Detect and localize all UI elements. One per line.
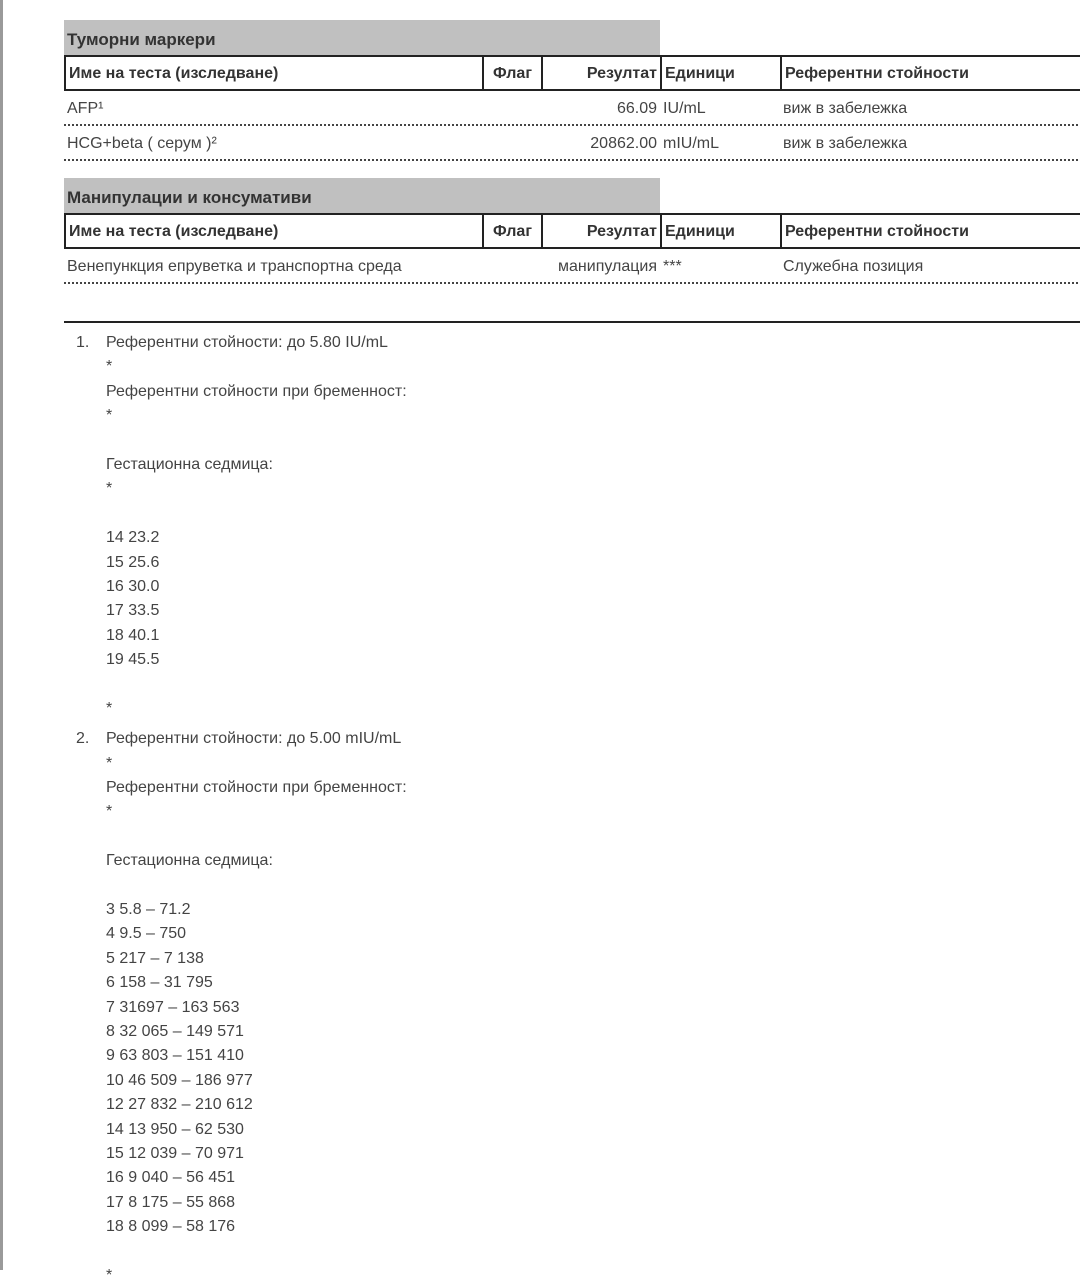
- section-title: Манипулации и консумативи: [64, 178, 660, 213]
- footnote-line: [106, 429, 407, 453]
- footnote-line: 6 158 – 31 795: [106, 974, 213, 992]
- footnote-line: *: [106, 1266, 113, 1284]
- footnote-line: 10 46 509 – 186 977: [106, 1071, 253, 1089]
- footnote-line: 7 31697 – 163 563: [106, 998, 240, 1016]
- footnote-line: 9 63 803 – 151 410: [106, 1047, 244, 1065]
- column-header-units: Единици: [662, 57, 782, 89]
- footnote-line: [106, 874, 407, 898]
- section-manipulations: [64, 178, 1080, 284]
- footnote-line: *: [106, 407, 113, 425]
- cell-result: 66.09: [616, 100, 657, 117]
- footnote-line: 16 9 040 – 56 451: [106, 1169, 236, 1187]
- section-title: Туморни маркери: [64, 20, 660, 55]
- column-header-result: Резултат: [543, 57, 662, 89]
- footnote-line: 18 40.1: [106, 626, 160, 644]
- footnote-line: *: [106, 754, 113, 772]
- footnote-line: 8 32 065 – 149 571: [106, 1022, 244, 1040]
- footnote-line: *: [106, 699, 113, 717]
- cell-flag: [482, 91, 541, 124]
- column-header-ref: Референтни стойности: [785, 65, 969, 82]
- footnote-line: [106, 672, 407, 696]
- section-tumor-markers: [64, 20, 1080, 161]
- cell-result: манипулация: [558, 258, 657, 275]
- cell-name: Венепункция епруветка и транспортна среда: [67, 258, 402, 275]
- footnote-line: 16 30.0: [106, 577, 160, 595]
- footnote-line: Референтни стойности при бременност:: [106, 382, 407, 400]
- footnote-line: 12 27 832 – 210 612: [106, 1096, 253, 1114]
- column-header-name: Име на теста (изследване): [66, 57, 484, 89]
- footnote: [64, 331, 407, 721]
- footnote-line: Референтни стойности при бременност:: [106, 779, 407, 797]
- footnote-number: 2.: [76, 730, 90, 748]
- cell-units: ***: [663, 258, 682, 275]
- footnote-line: *: [106, 480, 113, 498]
- column-header-result: Резултат: [543, 215, 662, 247]
- footnote-line: *: [106, 358, 113, 376]
- footnote-line: 18 8 099 – 58 176: [106, 1218, 236, 1236]
- footnote-line: 14 13 950 – 62 530: [106, 1120, 244, 1138]
- column-header-units: Единици: [662, 215, 782, 247]
- column-header-flag: Флаг: [484, 215, 543, 247]
- footnotes: [64, 331, 407, 1288]
- footnote-line: 14 23.2: [106, 529, 160, 547]
- footnote-line: 3 5.8 – 71.2: [106, 900, 191, 918]
- divider: [64, 321, 1080, 323]
- cell-ref: виж в забележка: [783, 100, 908, 117]
- cell-flag: [482, 126, 541, 159]
- cell-units: IU/mL: [663, 100, 706, 117]
- column-header-flag: Флаг: [484, 57, 543, 89]
- page-edge: [0, 0, 3, 1270]
- footnote-line: Референтни стойности: до 5.80 IU/mL: [106, 334, 388, 351]
- footnote-line: 5 217 – 7 138: [106, 949, 204, 967]
- footnote-line: Гестационна седмица:: [106, 852, 273, 870]
- footnote-line: 15 25.6: [106, 553, 160, 571]
- footnote-line: *: [106, 803, 113, 821]
- table-header: [64, 213, 1080, 249]
- footnote-line: 4 9.5 – 750: [106, 925, 187, 943]
- column-header-ref: Референтни стойности: [785, 223, 969, 240]
- column-header-name: Име на теста (изследване): [66, 215, 484, 247]
- cell-ref: Служебна позиция: [783, 258, 924, 275]
- table-row: [64, 126, 1080, 161]
- footnote-line: 17 8 175 – 55 868: [106, 1193, 236, 1211]
- footnote-line: 17 33.5: [106, 602, 160, 620]
- footnote-line: [106, 502, 407, 526]
- footnote-line: 19 45.5: [106, 651, 160, 669]
- cell-name: AFP¹: [67, 100, 104, 117]
- footnote-line: Референтни стойности: до 5.00 mIU/mL: [106, 730, 402, 748]
- footnote-line: 15 12 039 – 70 971: [106, 1144, 244, 1162]
- footnote-line: [106, 1239, 407, 1263]
- table-row: [64, 249, 1080, 284]
- cell-units: mIU/mL: [663, 135, 719, 152]
- table-row: [64, 91, 1080, 126]
- cell-flag: [482, 249, 541, 282]
- footnote-line: Гестационна седмица:: [106, 455, 273, 473]
- table-header: [64, 55, 1080, 91]
- cell-name: HCG+beta ( серум )²: [67, 135, 217, 152]
- cell-result: 20862.00: [590, 135, 657, 152]
- footnote-number: 1.: [76, 334, 90, 351]
- footnote: [64, 727, 407, 1288]
- cell-ref: виж в забележка: [783, 135, 908, 152]
- footnote-line: [106, 825, 407, 849]
